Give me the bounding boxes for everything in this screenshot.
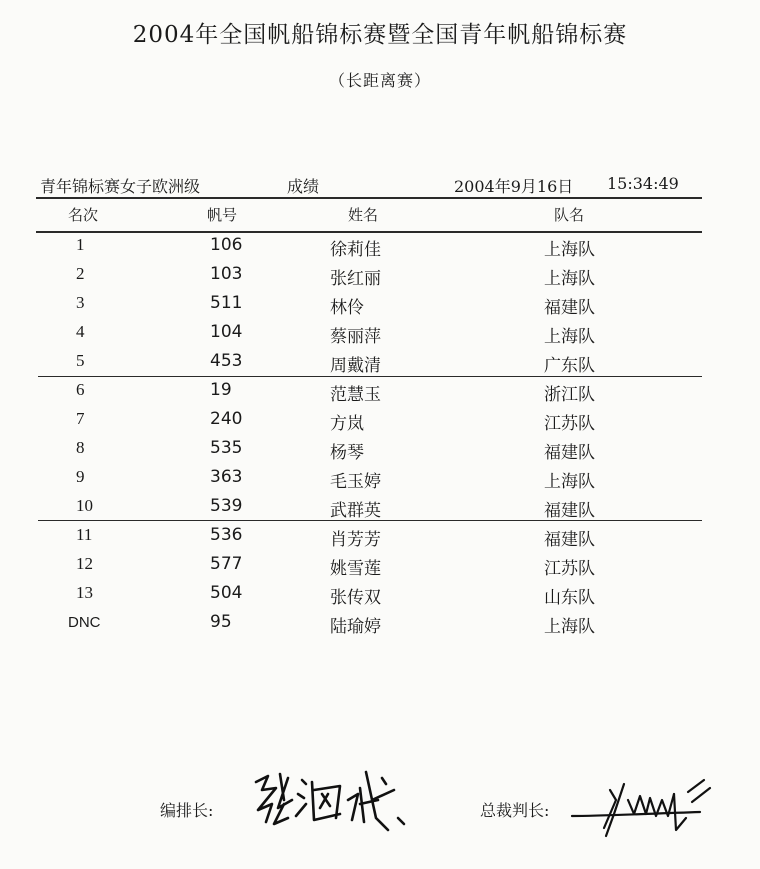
table-row [0, 380, 760, 409]
sailor-name-cell: 肖芳芳 [330, 530, 381, 550]
document-subtitle: （长距离赛） [328, 71, 431, 90]
sail-number-cell: 536 [210, 525, 243, 545]
group-divider [38, 376, 702, 377]
team-name-cell: 福建队 [544, 298, 595, 318]
sail-number-cell: 539 [210, 496, 243, 516]
header-rank: 名次 [68, 206, 99, 224]
header-team: 队名 [554, 206, 585, 224]
sailor-name-cell: 徐莉佳 [330, 240, 381, 260]
sail-number-cell: 19 [210, 380, 232, 400]
rank-cell: 9 [76, 467, 85, 486]
compiler-signature [248, 760, 418, 840]
sailor-name-cell: 方岚 [330, 414, 364, 434]
sail-number-cell: 577 [210, 554, 243, 574]
group-divider [38, 520, 702, 521]
results-label: 成绩 [287, 177, 320, 196]
table-row [0, 264, 760, 293]
rank-cell: 1 [76, 235, 85, 254]
document-title: 2004年全国帆船锦标赛暨全国青年帆船锦标赛 [132, 22, 628, 48]
sailor-name-cell: 范慧玉 [330, 385, 381, 405]
table-row [0, 235, 760, 264]
report-time: 15:34:49 [607, 174, 679, 193]
table-row [0, 525, 760, 554]
sail-number-cell: 535 [210, 438, 243, 458]
sailor-name-cell: 张红丽 [330, 269, 381, 289]
rank-cell: 6 [76, 380, 85, 399]
sail-number-cell: 106 [210, 235, 243, 255]
rank-cell: 4 [76, 322, 85, 341]
rank-cell: 13 [76, 583, 93, 602]
table-row [0, 438, 760, 467]
table-row [0, 554, 760, 583]
report-date: 2004年9月16日 [454, 177, 574, 196]
sailor-name-cell: 林伶 [330, 298, 364, 318]
team-name-cell: 福建队 [544, 443, 595, 463]
referee-signature [570, 770, 720, 840]
rank-cell: 8 [76, 438, 85, 457]
sailor-name-cell: 周戴清 [330, 356, 381, 376]
sail-number-cell: 240 [210, 409, 243, 429]
sail-number-cell: 95 [210, 612, 232, 632]
rank-cell: 7 [76, 409, 85, 428]
rank-cell: 12 [76, 554, 93, 573]
team-name-cell: 上海队 [544, 240, 595, 260]
rank-cell: 5 [76, 351, 85, 370]
sail-number-cell: 504 [210, 583, 243, 603]
team-name-cell: 江苏队 [544, 559, 595, 579]
sail-number-cell: 103 [210, 264, 243, 284]
team-name-cell: 浙江队 [544, 385, 595, 405]
table-row [0, 293, 760, 322]
team-name-cell: 上海队 [544, 269, 595, 289]
table-row [0, 583, 760, 612]
sailor-name-cell: 杨琴 [330, 443, 364, 463]
team-name-cell: 福建队 [544, 501, 595, 521]
table-row [0, 409, 760, 438]
sailor-name-cell: 陆瑜婷 [330, 617, 381, 637]
team-name-cell: 上海队 [544, 327, 595, 347]
rank-cell: 2 [76, 264, 85, 283]
sail-number-cell: 363 [210, 467, 243, 487]
compiler-label: 编排长: [160, 801, 214, 820]
referee-label: 总裁判长: [480, 801, 550, 820]
sailor-name-cell: 张传双 [330, 588, 381, 608]
team-name-cell: 江苏队 [544, 414, 595, 434]
sailor-name-cell: 姚雪莲 [330, 559, 381, 579]
sailor-name-cell: 蔡丽萍 [330, 327, 381, 347]
sailor-name-cell: 武群英 [330, 501, 381, 521]
event-name: 青年锦标赛女子欧洲级 [40, 177, 201, 196]
rank-cell: 3 [76, 293, 85, 312]
table-row [0, 322, 760, 351]
rank-cell: 11 [76, 525, 93, 544]
team-name-cell: 广东队 [544, 356, 595, 376]
sail-number-cell: 104 [210, 322, 243, 342]
team-name-cell: 上海队 [544, 472, 595, 492]
header-top-rule [36, 197, 702, 199]
rank-cell: DNC [68, 614, 101, 631]
header-sail: 帆号 [207, 206, 238, 224]
sail-number-cell: 511 [210, 293, 243, 313]
rank-cell: 10 [76, 496, 93, 515]
table-row [0, 467, 760, 496]
team-name-cell: 上海队 [544, 617, 595, 637]
header-name: 姓名 [348, 206, 379, 224]
sail-number-cell: 453 [210, 351, 243, 371]
team-name-cell: 山东队 [544, 588, 595, 608]
table-row [0, 612, 760, 641]
sailor-name-cell: 毛玉婷 [330, 472, 381, 492]
team-name-cell: 福建队 [544, 530, 595, 550]
header-bottom-rule [36, 231, 702, 233]
